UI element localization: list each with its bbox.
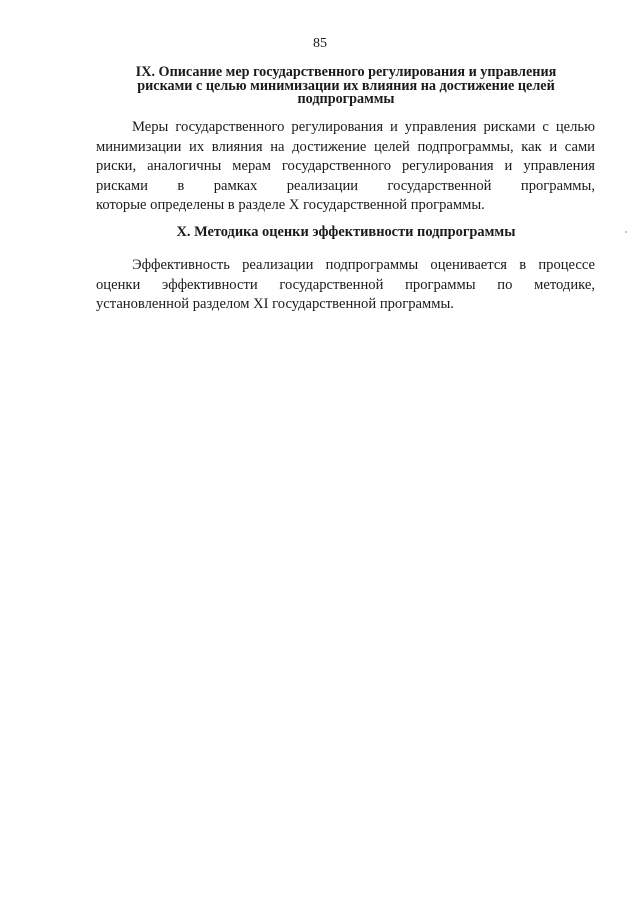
paragraph-line: риски, аналогичны мерам государственного регулирования и управления — [96, 158, 595, 174]
paragraph-line: рисками в рамках реализации государственной программы, — [96, 177, 595, 194]
page-number: 85 — [313, 36, 327, 51]
paragraph-line: Эффективность реализации подпрограммы оценивается в процессе — [132, 257, 595, 273]
paragraph-line: которые определены в разделе X государственной программы. — [96, 197, 485, 213]
section-ix-heading-line: рисками с целью минимизации их влияния на достижение целей — [137, 77, 555, 94]
paragraph-line: оценки эффективности государственной программы по методике, — [96, 276, 595, 293]
paragraph-line: установленной разделом XI государственной программы. — [96, 296, 454, 312]
section-ix-heading — [96, 66, 596, 107]
section-ix-heading-line: подпрограммы — [297, 91, 395, 107]
section-ix-paragraph — [96, 118, 595, 216]
section-x-paragraph — [96, 256, 595, 315]
paragraph-line: минимизации их влияния на достижение целей подпрограммы, как и сами — [96, 138, 595, 155]
section-ix-heading-line: IX. Описание мер государственного регулирования и управления — [135, 64, 557, 80]
scan-speck — [625, 231, 627, 233]
paragraph-line: Меры государственного регулирования и управления рисками с целью — [132, 119, 595, 135]
section-x-heading: X. Методика оценки эффективности подпрограммы — [176, 224, 516, 240]
